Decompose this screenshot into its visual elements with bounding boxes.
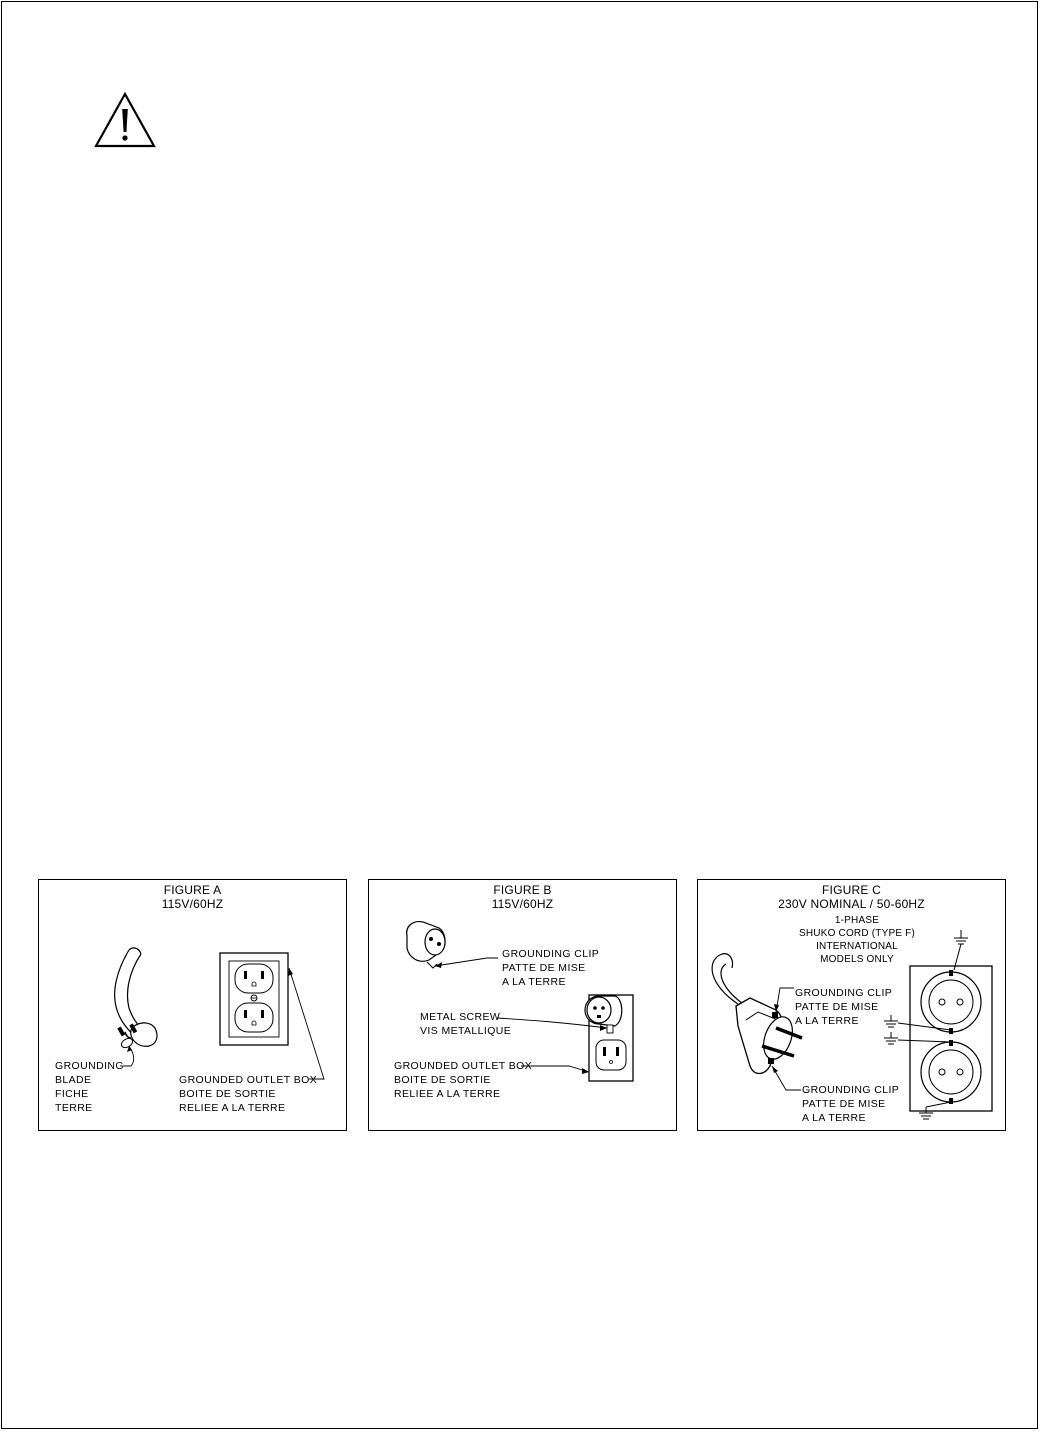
figure-b-screw-label: METAL SCREW VIS METALLIQUE — [420, 1011, 512, 1037]
figure-c-clip-top-label: GROUNDING CLIP PATTE DE MISE A LA TERRE — [795, 987, 893, 1027]
figure-a-blade-label: GROUNDING BLADE FICHE TERRE — [55, 1060, 124, 1114]
figure-a-title: FIGURE A — [163, 883, 222, 897]
figure-c-rating: 230V NOMINAL / 50-60HZ — [778, 897, 925, 911]
figure-a — [38, 879, 347, 1131]
figure-b-rating: 115V/60HZ — [491, 897, 554, 911]
figure-b-title: FIGURE B — [493, 883, 552, 897]
figure-c-clip-bottom-label: GROUNDING CLIP PATTE DE MISE A LA TERRE — [802, 1084, 900, 1124]
warning-triangle-icon — [94, 92, 156, 148]
figure-c — [697, 879, 1006, 1131]
figure-a-rating: 115V/60HZ — [161, 897, 224, 911]
figure-b-clip-label: GROUNDING CLIP PATTE DE MISE A LA TERRE — [502, 948, 600, 988]
figure-b-outlet-label: GROUNDED OUTLET BOX BOITE DE SORTIE RELIEE A LA TERRE — [394, 1060, 533, 1100]
figure-c-notes: 1-PHASE SHUKO CORD (TYPE F) INTERNATIONAL MODELS ONLY — [798, 915, 916, 965]
page-border — [1, 1, 1038, 1429]
figure-b — [368, 879, 677, 1131]
figure-a-outlet-label: GROUNDED OUTLET BOX BOITE DE SORTIE RELIEE A LA TERRE — [179, 1074, 318, 1114]
figure-c-title: FIGURE C — [822, 883, 881, 897]
